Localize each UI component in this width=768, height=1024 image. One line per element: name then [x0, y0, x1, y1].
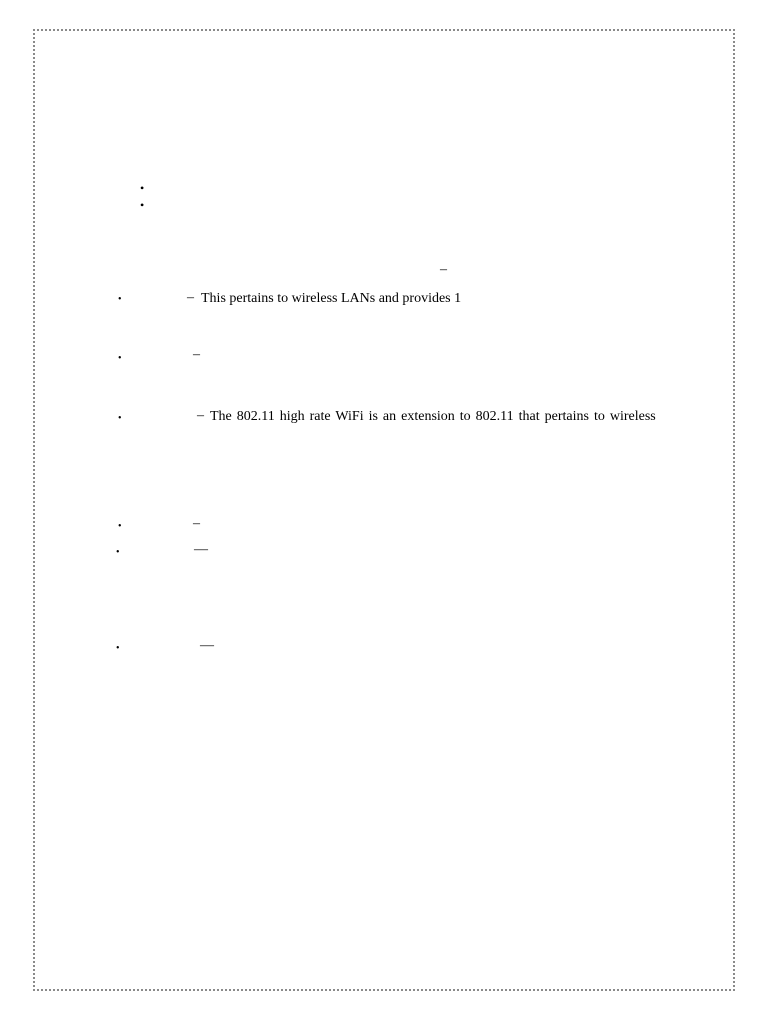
list-bullet: •	[118, 521, 122, 532]
top-bullet-1: •	[140, 181, 145, 195]
list-bullet: •	[118, 294, 122, 305]
page-border	[33, 29, 735, 991]
list-bullet: •	[116, 547, 120, 558]
heading-dash: –	[440, 262, 447, 277]
item-dash: –	[193, 347, 200, 362]
top-bullet-2: •	[140, 198, 145, 212]
item-dash: –	[197, 408, 204, 423]
item-text: This pertains to wireless LANs and provides 1	[201, 291, 462, 306]
list-bullet: •	[118, 353, 122, 364]
item-dash: –	[187, 290, 194, 305]
item-dash: —	[200, 638, 214, 653]
item-dash: —	[194, 542, 208, 557]
list-bullet: •	[116, 643, 120, 654]
item-text: The 802.11 high rate WiFi is an extension to 802.11 that pertains to wireless	[210, 409, 656, 424]
list-bullet: •	[118, 413, 122, 424]
item-dash: –	[193, 516, 200, 531]
